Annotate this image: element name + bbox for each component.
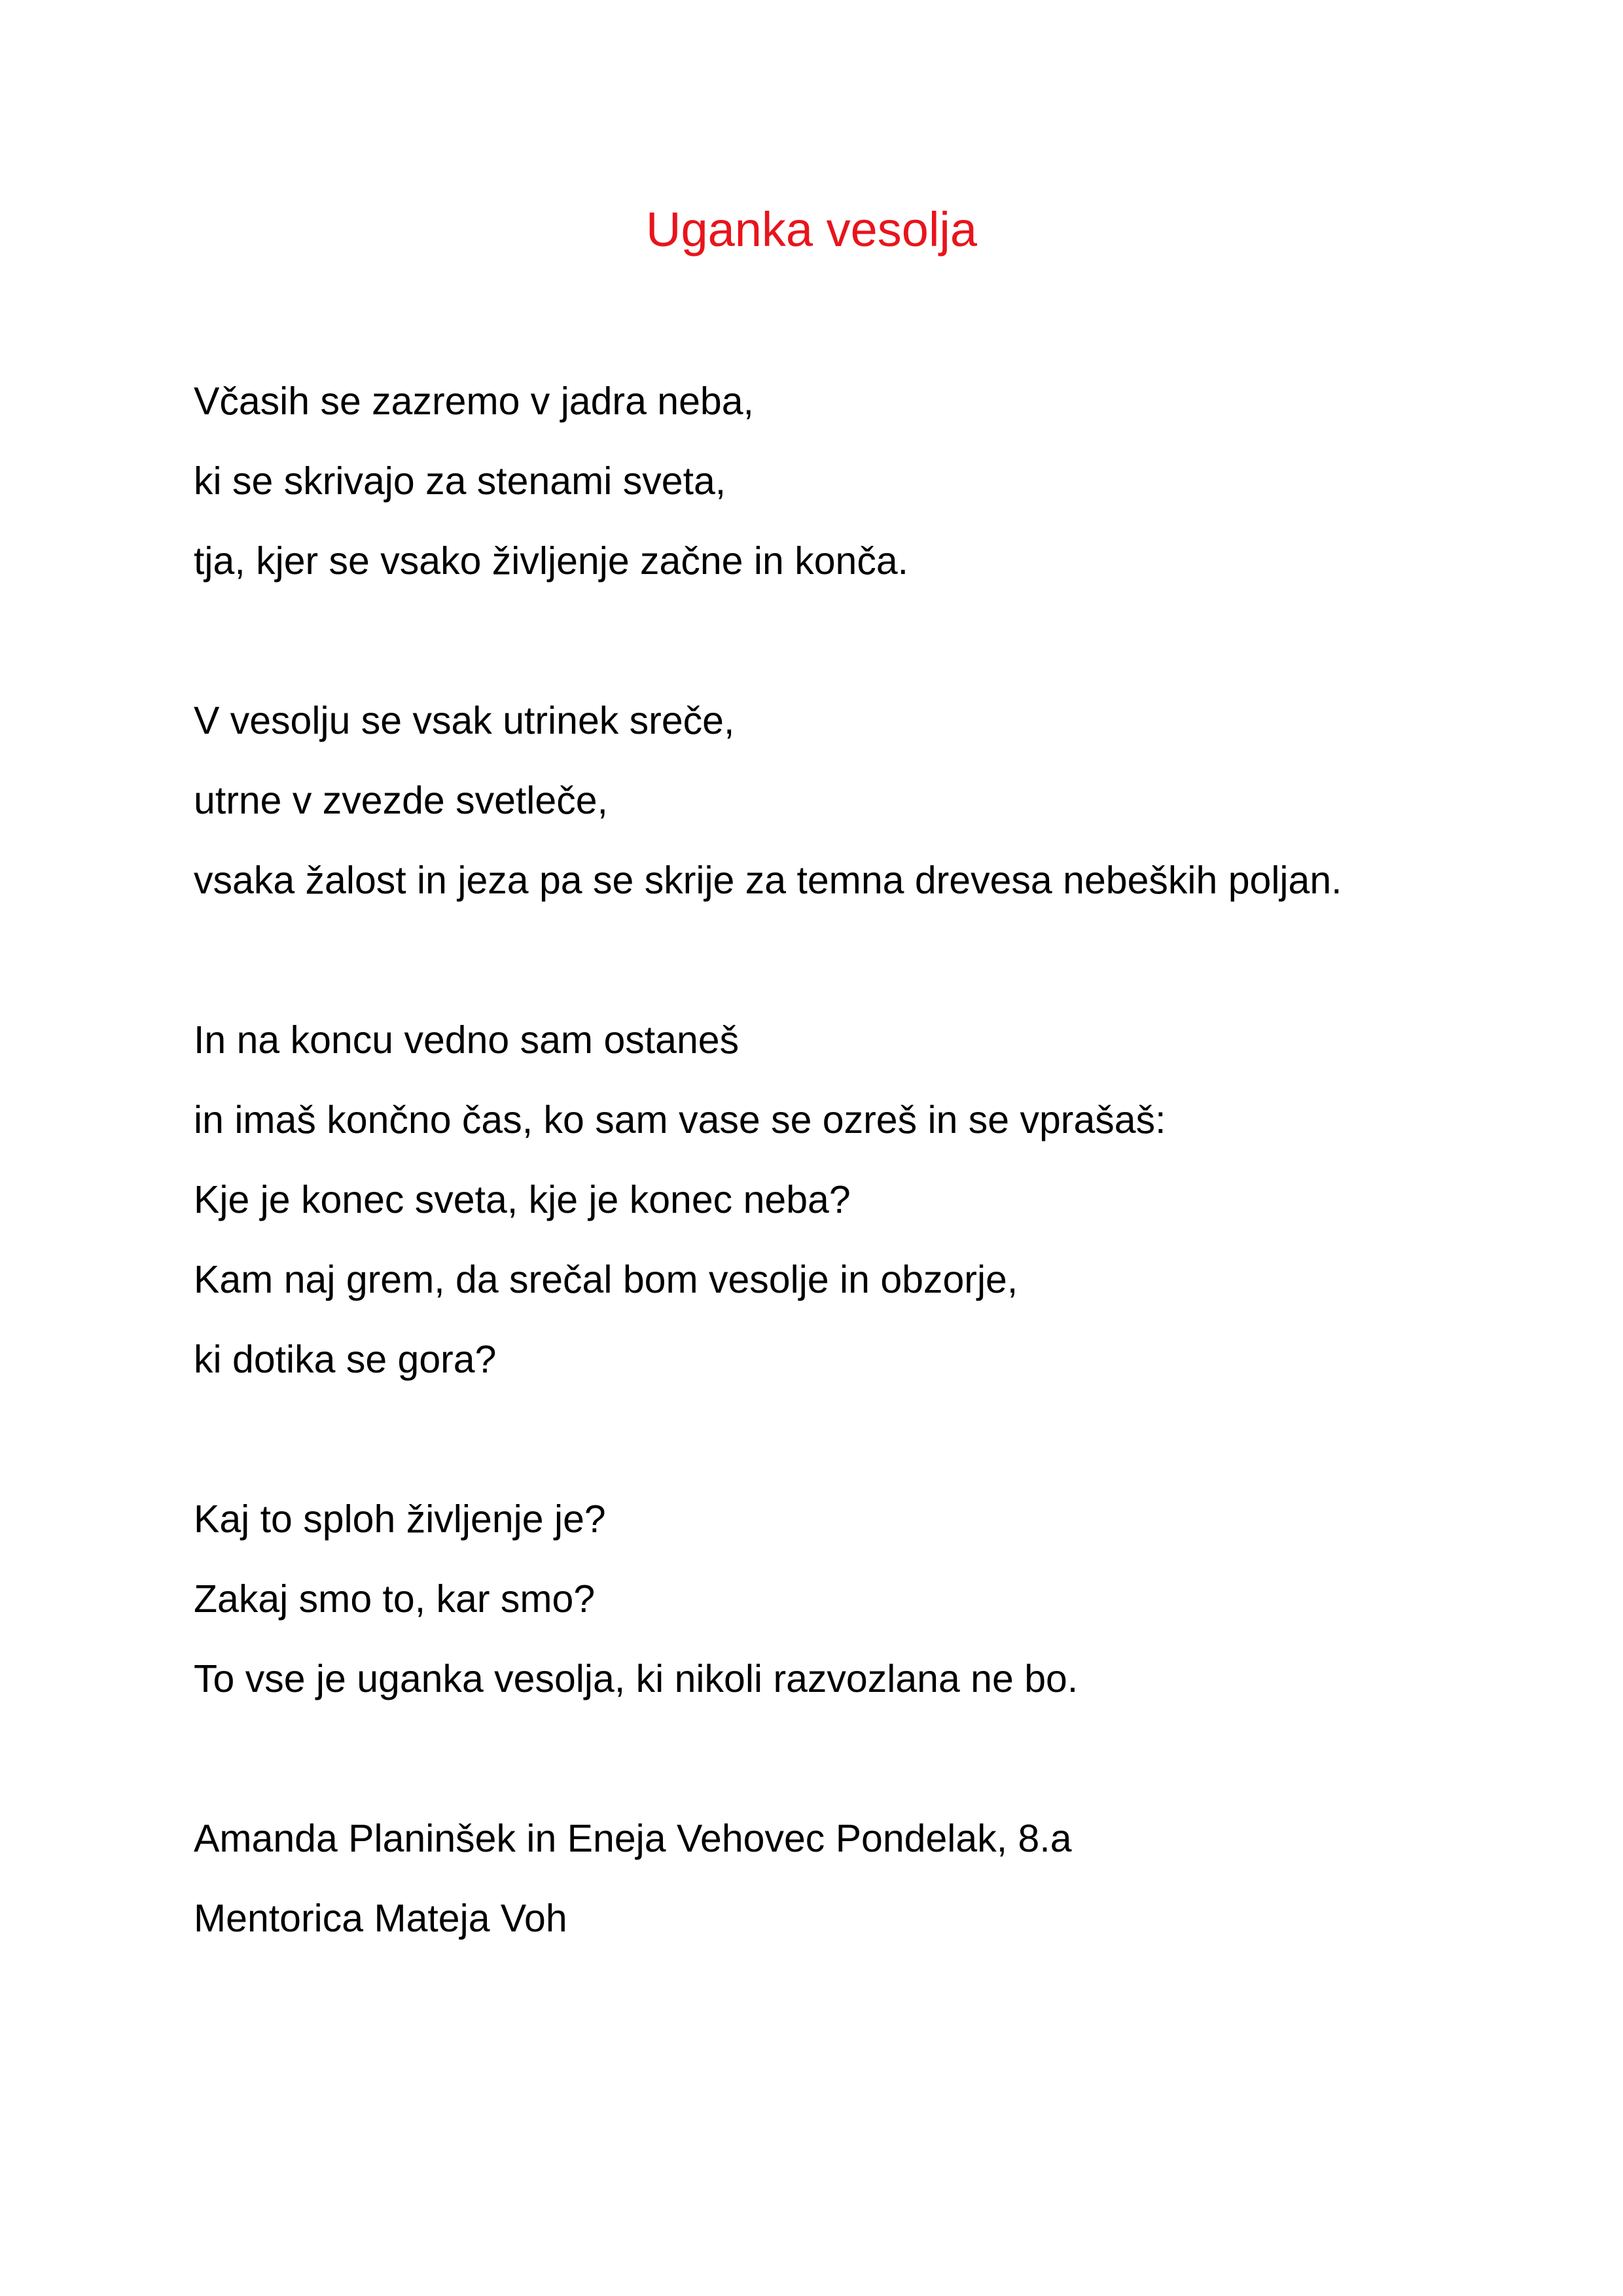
- poem-line: Kje je konec sveta, kje je konec neba?: [194, 1178, 851, 1221]
- stanza-gap: [194, 1399, 1503, 1479]
- stanza-3: [194, 1000, 1503, 1399]
- mentor: Mentorica Mateja Voh: [194, 1897, 567, 1940]
- stanza-gap: [194, 601, 1503, 681]
- poem-line: tja, kjer se vsako življenje začne in konča.: [194, 539, 909, 583]
- poem-line: In na koncu vedno sam ostaneš: [194, 1018, 740, 1062]
- credits: [194, 1799, 1503, 1958]
- poem-line: vsaka žalost in jeza pa se skrije za temna drevesa nebeških poljan.: [194, 859, 1342, 902]
- stanza-gap: [194, 920, 1503, 1000]
- poem-line: Kam naj grem, da srečal bom vesolje in obzorje,: [194, 1258, 1018, 1301]
- stanza-1: [194, 361, 1503, 601]
- stanza-gap: [194, 1719, 1503, 1799]
- poem-line: Včasih se zazremo v jadra neba,: [194, 380, 754, 423]
- stanza-2: [194, 681, 1503, 920]
- poem-line: utrne v zvezde svetleče,: [194, 779, 608, 822]
- poem-line: V vesolju se vsak utrinek sreče,: [194, 699, 735, 742]
- poem-line: in imaš končno čas, ko sam vase se ozreš in se vprašaš:: [194, 1098, 1166, 1141]
- poem-line: Kaj to sploh življenje je?: [194, 1498, 606, 1541]
- poem-line: ki se skrivajo za stenami sveta,: [194, 459, 726, 503]
- poem-line: ki dotika se gora?: [194, 1338, 497, 1381]
- authors: Amanda Planinšek in Eneja Vehovec Pondelak, 8.a: [194, 1817, 1072, 1860]
- poem-line: Zakaj smo to, kar smo?: [194, 1577, 596, 1621]
- poem-title: Uganka vesolja: [646, 202, 977, 257]
- poem-line: To vse je uganka vesolja, ki nikoli razvozlana ne bo.: [194, 1657, 1079, 1700]
- poem-body: [194, 361, 1503, 1958]
- stanza-4: [194, 1479, 1503, 1719]
